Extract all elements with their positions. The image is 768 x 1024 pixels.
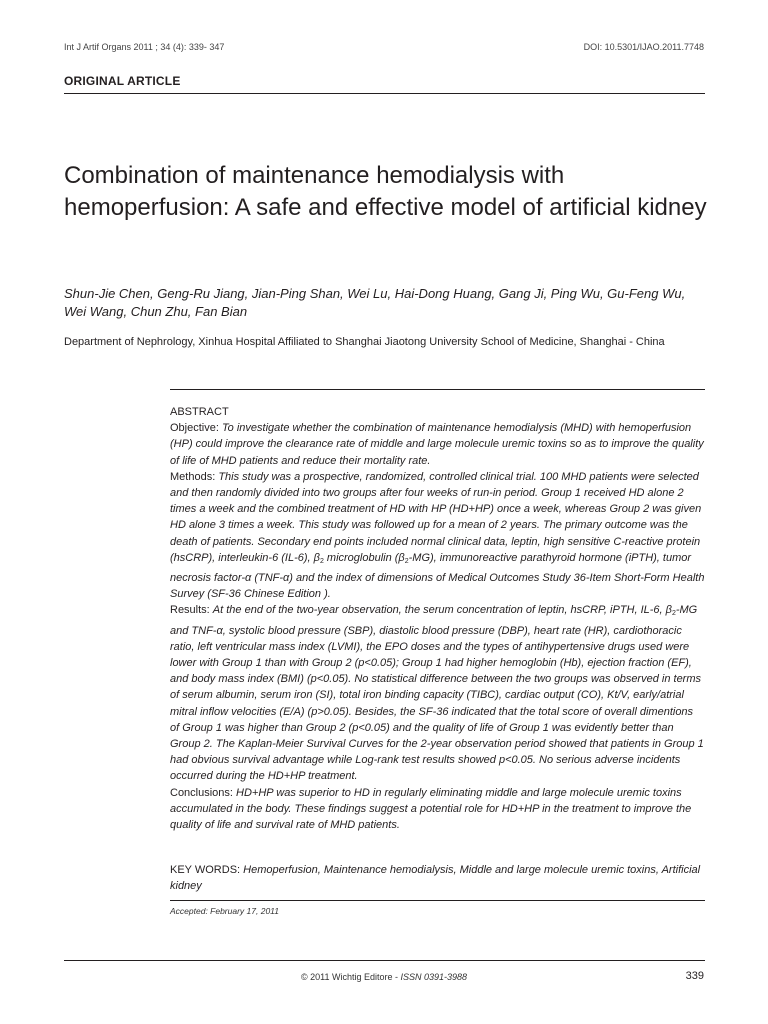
results-label: Results: xyxy=(170,604,213,617)
abstract-block xyxy=(170,404,705,833)
conclusions-text: HD+HP was superior to HD in regularly eliminating middle and large molecule uremic toxins accumulated in the body. These findings suggest a potential role for HD+HP in the treatment to improve the quality of life and survival rate of MHD patients. xyxy=(170,786,692,832)
keywords xyxy=(170,862,705,894)
methods-subscript-2: 2 xyxy=(404,557,409,565)
section-label: ORIGINAL ARTICLE xyxy=(64,74,181,88)
methods-subscript-1: 2 xyxy=(319,557,324,565)
abstract-methods xyxy=(170,469,705,603)
affiliation: Department of Nephrology, Xinhua Hospital Affiliated to Shanghai Jiaotong University School of Medicine, Shanghai - China xyxy=(64,336,665,348)
conclusions-label: Conclusions: xyxy=(170,786,237,799)
results-text-a: At the end of the two-year observation, the serum concentration of leptin, hsCRP, iPTH, IL-6, β xyxy=(212,604,672,617)
accepted-date: Accepted: February 17, 2011 xyxy=(170,906,279,916)
header-rule xyxy=(64,93,705,94)
abstract-top-rule xyxy=(170,389,705,390)
methods-text-b: microglobulin (β xyxy=(323,551,405,564)
footer-rule xyxy=(64,960,705,961)
copyright-text: © 2011 Wichtig Editore - xyxy=(300,972,401,982)
methods-text-a: This study was a prospective, randomized, controlled clinical trial. 100 MHD patients were selected and then randomly divided into two groups after four weeks of run-in period. Group 1 received HD alone 2 times a week and the combined treatment of HD with HP (HD+HP) once a week, whereas Group 2 was given HD alone 3 times a week. This study was followed up for a mean of 2 years. The primary outcome was the death of patients. Secondary end points included normal clinical data, leptin, high sensitive C-reactive protein (hsCRP), interleukin-6 (IL-6), β xyxy=(170,470,702,564)
results-subscript: 2 xyxy=(671,610,676,618)
journal-citation: Int J Artif Organs 2011 ; 34 (4): 339- 347 xyxy=(64,42,225,52)
abstract-results xyxy=(170,602,705,784)
issn-text: ISSN 0391-3988 xyxy=(400,972,468,982)
keywords-label: KEY WORDS: xyxy=(170,864,244,876)
abstract-conclusions xyxy=(170,785,705,834)
objective-label: Objective: xyxy=(170,422,222,435)
author-list: Shun-Jie Chen, Geng-Ru Jiang, Jian-Ping Shan, Wei Lu, Hai-Dong Huang, Gang Ji, Ping Wu, Gu-Feng Wu, Wei Wang, Chun Zhu, Fan Bian xyxy=(64,286,686,319)
results-text-b: -MG and TNF-α, systolic blood pressure (SBP), diastolic blood pressure (DBP), heart rate (HR), cardiothoracic ratio, left ventricular mass index (LVMI), the EPO doses and the types of antihypertensive drugs used were lower with Group 1 than with Group 2 (p<0.05); Group 1 had higher hemoglobin (Hb), ejection fraction (EF), and body mass index (BMI) (p<0.05). No statistical difference between the two groups was observed in terms of serum albumin, serum iron (SI), total iron binding capacity (TIBC), cardiac output (CO), Kt/V, early/atrial mitral inflow velocities (E/A) (p>0.05). Besides, the SF-36 indicated that the total score of overall dimentions of Group 1 was higher than Group 2 (p<0.05) and the quality of life of Group 1 was evidently better than Group 2. The Kaplan-Meier Survival Curves for the 2-year observation period showed that patients in Group 1 had obvious survival advantage while Log-rank test results showed p<0.05. No serious adverse incidents occurred during the HD+HP treatment. xyxy=(170,604,704,783)
methods-text-c: -MG), immunoreactive parathyroid hormone (iPTH), tumor necrosis factor-α (TNF-α) and the index of dimensions of Medical Outcomes Study 36-Item Short-Form Health Survey (SF-36 Chinese Edition ). xyxy=(170,551,705,601)
objective-text: To investigate whether the combination of maintenance hemodialysis (MHD) with hemoperfusion (HP) could improve the clearance rate of middle and large molecule uremic toxins so as to improve the quality of life of MHD patients and reduce their mortality rate. xyxy=(170,422,704,467)
page-number: 339 xyxy=(685,970,704,982)
keywords-text: Hemoperfusion, Maintenance hemodialysis, Middle and large molecule uremic toxins, Artificial kidney xyxy=(170,864,701,893)
abstract-objective xyxy=(170,420,705,469)
methods-label: Methods: xyxy=(170,470,219,483)
footer-copyright xyxy=(0,972,768,982)
abstract-heading: ABSTRACT xyxy=(170,406,229,418)
article-title: Combination of maintenance hemodialysis with hemoperfusion: A safe and effective model of artificial kidney xyxy=(64,162,707,221)
keywords-rule xyxy=(170,900,705,901)
doi-text: DOI: 10.5301/IJAO.2011.7748 xyxy=(583,42,704,52)
